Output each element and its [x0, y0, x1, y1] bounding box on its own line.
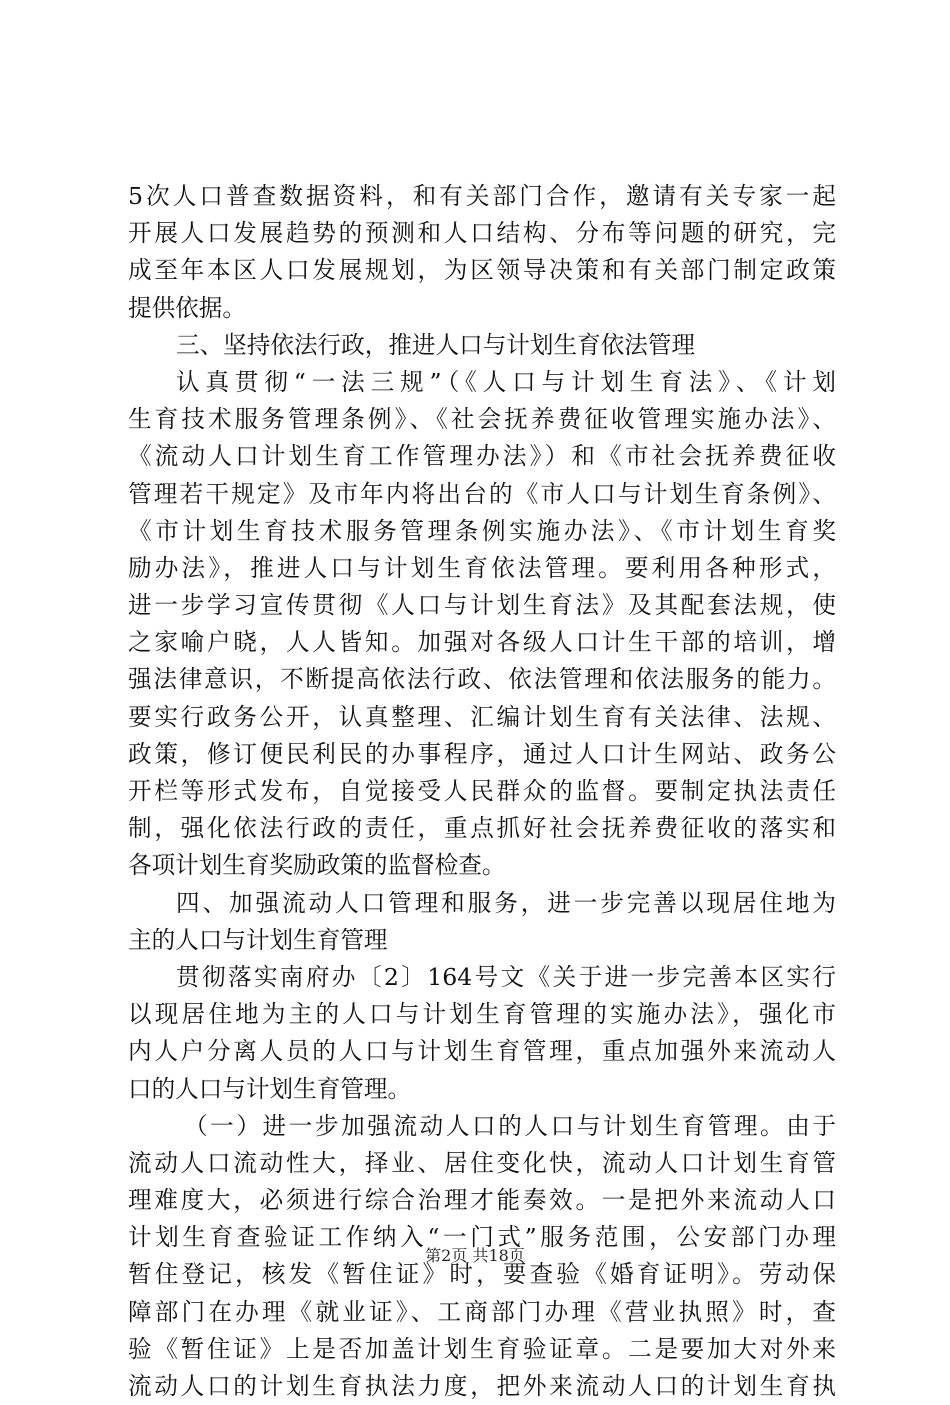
text-line: 要实行政务公开，认真整理、汇编计划生育有关法律、法规、: [128, 702, 836, 731]
text-line: 管理若干规定》及市年内将出台的《市人口与计划生育条例》、: [128, 479, 836, 508]
text-line: （一）进一步加强流动人口的人口与计划生育管理。由于: [184, 1111, 836, 1140]
text-line: 认真贯彻“一法三规”（《人口与计划生育法》、《计划: [176, 367, 836, 396]
text-line: 开栏等形式发布，自觉接受人民群众的监督。要制定执法责任: [128, 777, 836, 805]
text-line: 口的人口与计划生育管理。: [128, 1074, 412, 1103]
text-line: 计划生育查验证工作纳入“一门式”服务范围，公安部门办理: [128, 1223, 836, 1252]
text-line: 理难度大，必须进行综合治理才能奏效。一是把外来流动人口: [128, 1186, 836, 1215]
text-line: 之家喻户晓，人人皆知。加强对各级人口计生干部的培训，增: [128, 628, 836, 657]
text-line: 《流动人口计划生育工作管理办法》）和《市社会抚养费征收: [128, 442, 836, 471]
text-line: 生育技术服务管理条例》、《社会抚养费征收管理实施办法》、: [128, 405, 836, 434]
text-line: 励办法》，推进人口与计划生育依法管理。要利用各种形式，: [128, 553, 836, 582]
text-line: 暂住登记，核发《暂住证》时，要查验《婚育证明》。劳动保: [128, 1260, 836, 1289]
text-line: 验《暂住证》上是否加盖计划生育验证章。二是要加大对外来: [128, 1334, 836, 1363]
page-number-footer: 第2页 共18页: [425, 1246, 525, 1265]
text-line: 流动人口的计划生育执法力度，把外来流动人口的计划生育执: [128, 1372, 836, 1400]
text-line: 主的人口与计划生育管理: [128, 925, 388, 954]
text-line: 以现居住地为主的人口与计划生育管理的实施办法》，强化市: [128, 1000, 836, 1029]
text-line: 流动人口流动性大，择业、居住变化快，流动人口计划生育管: [128, 1148, 836, 1177]
text-line: 进一步学习宣传贯彻《人口与计划生育法》及其配套法规，使: [128, 591, 836, 620]
text-line: 开展人口发展趋势的预测和人口结构、分布等问题的研究，完: [128, 219, 836, 248]
text-line: 政策，修订便民利民的办事程序，通过人口计生网站、政务公: [128, 739, 836, 768]
text-line: 贯彻落实南府办〔2〕164号文《关于进一步完善本区实行: [176, 962, 836, 991]
text-line: 障部门在办理《就业证》、工商部门办理《营业执照》时，查: [128, 1297, 836, 1326]
text-line: 制，强化依法行政的责任，重点抓好社会抚养费征收的落实和: [128, 814, 836, 843]
document-body: [128, 178, 836, 1405]
text-line: 成至年本区人口发展规划，为区领导决策和有关部门制定政策: [128, 256, 836, 285]
text-line: 《市计划生育技术服务管理条例实施办法》、《市计划生育奖: [128, 516, 836, 545]
text-line: 各项计划生育奖励政策的监督检查。: [128, 851, 506, 880]
text-line: 四、加强流动人口管理和服务，进一步完善以现居住地为: [176, 888, 836, 917]
text-line: 三、坚持依法行政，推进人口与计划生育依法管理: [176, 330, 696, 359]
text-line: 提供依据。: [128, 293, 246, 322]
text-line: 强法律意识，不断提高依法行政、依法管理和依法服务的能力。: [128, 665, 836, 694]
text-line: 5次人口普查数据资料，和有关部门合作，邀请有关专家一起: [128, 182, 836, 210]
text-line: 内人户分离人员的人口与计划生育管理，重点加强外来流动人: [128, 1037, 836, 1066]
